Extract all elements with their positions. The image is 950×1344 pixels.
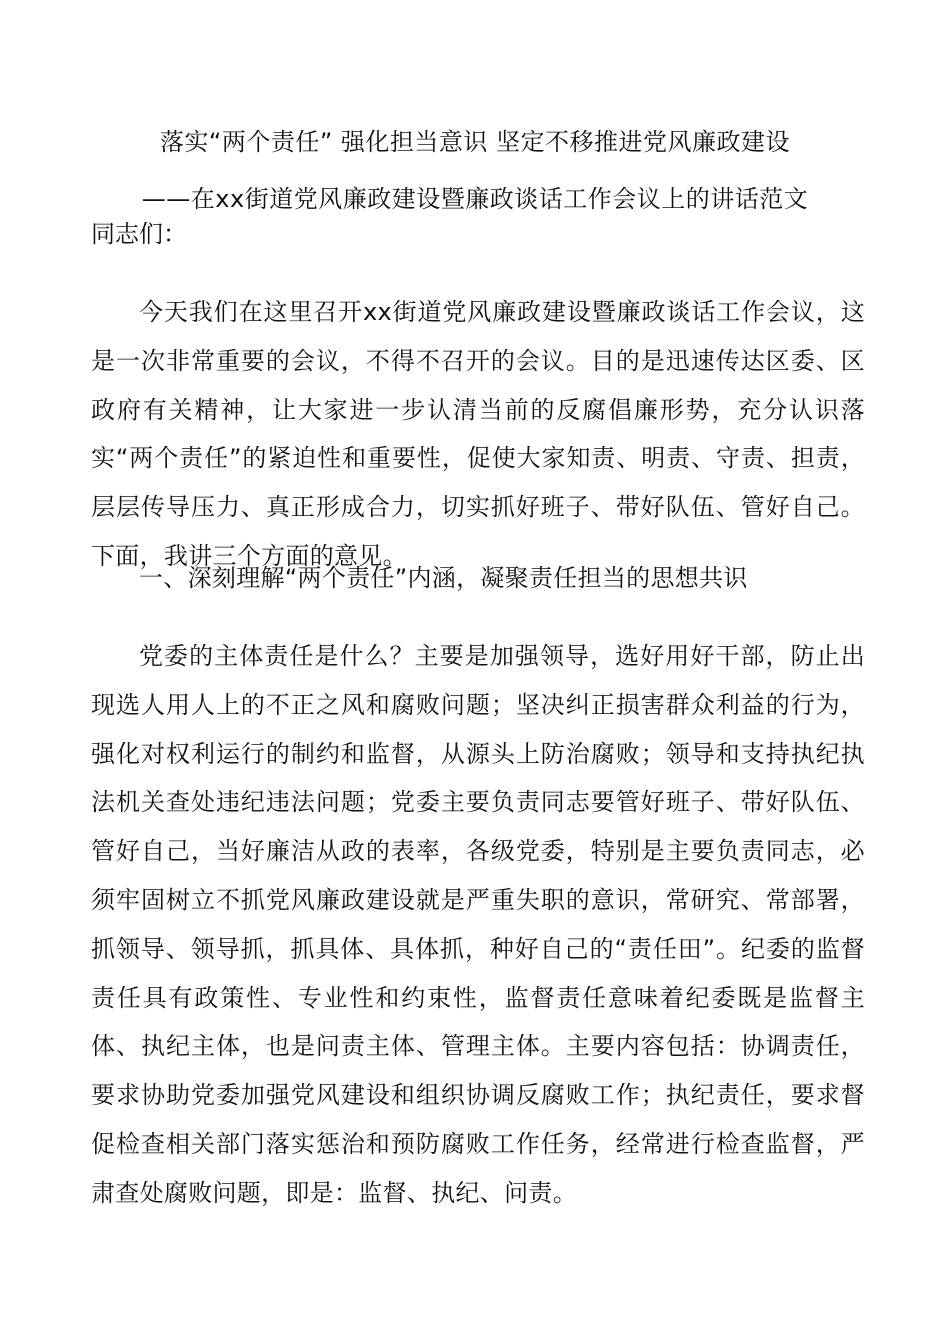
document-subtitle: ——在xx街道党风廉政建设暨廉政谈话工作会议上的讲话范文 (141, 185, 809, 213)
salutation: 同志们： (91, 220, 187, 248)
document-title: 落实“两个责任” 强化担当意识 坚定不移推进党风廉政建设 (159, 128, 791, 156)
opening-paragraph: 今天我们在这里召开xx街道党风廉政建设暨廉政谈话工作会议，这是一次非常重要的会议，不得不召开的会议。目的是迅速传达区委、区政府有关精神，让大家进一步认清当前的反腐倡廉形势，充分认识落实“两个责任”的紧迫性和重要性，促使大家知责、明责、守责、担责，层层传导压力、真正形成合力，切实抓好班子、带好队伍、管好自己。下面，我讲三个方面的意见。 (91, 298, 865, 570)
section-heading-1: 一、深刻理解“两个责任”内涵，凝聚责任担当的思想共识 (139, 564, 748, 592)
responsibility-paragraph: 党委的主体责任是什么？主要是加强领导，选好用好干部，防止出现选人用人上的不正之风和腐败问题；坚决纠正损害群众利益的行为，强化对权利运行的制约和监督，从源头上防治腐败；领导和支持执纪执法机关查处违纪违法问题；党委主要负责同志要管好班子、带好队伍、管好自己，当好廉洁从政的表率，各级党委，特别是主要负责同志，必须牢固树立不抓党风廉政建设就是严重失职的意识，常研究、常部署，抓领导、领导抓，抓具体、具体抓，种好自己的“责任田”。纪委的监督责任具有政策性、专业性和约束性，监督责任意味着纪委既是监督主体、执纪主体，也是问责主体、管理主体。主要内容包括：协调责任，要求协助党委加强党风建设和组织协调反腐败工作；执纪责任，要求督促检查相关部门落实惩治和预防腐败工作任务，经常进行检查监督，严肃查处腐败问题，即是：监督、执纪、问责。 (91, 642, 865, 1207)
